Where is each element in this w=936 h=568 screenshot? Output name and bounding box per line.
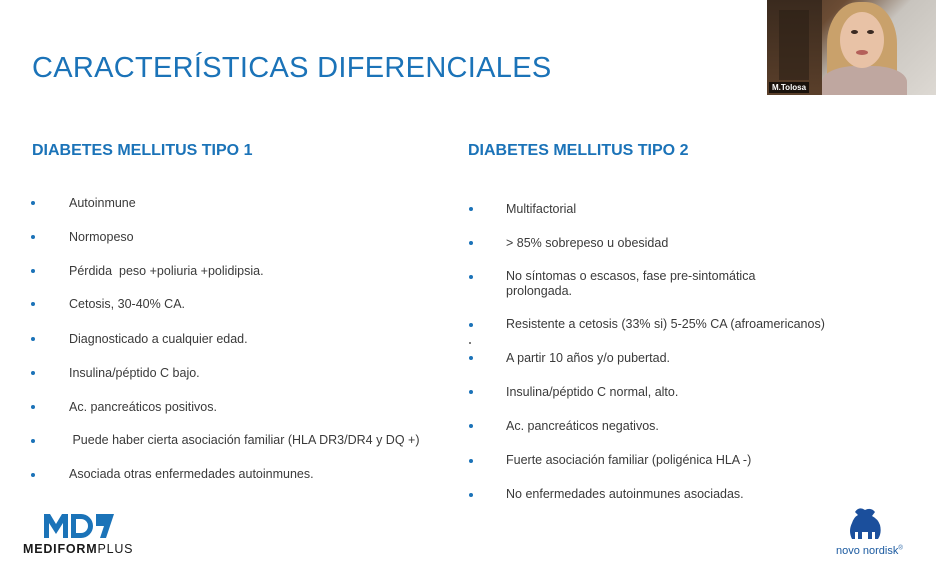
participant-face bbox=[840, 12, 884, 68]
bullet-dot bbox=[31, 337, 35, 341]
novo-nordisk-wordmark bbox=[836, 545, 903, 557]
bullet-dot bbox=[31, 473, 35, 477]
mediformplus-wordmark bbox=[23, 542, 133, 556]
list-item: Diagnosticado a cualquier edad. bbox=[69, 332, 248, 346]
list-item: Insulina/péptido C normal, alto. bbox=[506, 385, 679, 399]
list-item: Fuerte asociación familiar (poligénica HLA -) bbox=[506, 453, 752, 467]
bullet-dot bbox=[469, 356, 473, 360]
bullet-dot bbox=[469, 424, 473, 428]
list-item: Puede haber cierta asociación familiar (HLA DR3/DR4 y DQ +) bbox=[69, 433, 420, 447]
list-item: Asociada otras enfermedades autoinmunes. bbox=[69, 467, 314, 481]
novo-nordisk-bull-icon bbox=[845, 506, 889, 546]
stray-mark bbox=[469, 342, 471, 344]
list-item: Multifactorial bbox=[506, 202, 577, 216]
list-item: No enfermedades autoinmunes asociadas. bbox=[506, 487, 744, 501]
list-item: Pérdida peso +poliuria +polidipsia. bbox=[69, 264, 264, 278]
bullet-dot bbox=[469, 241, 473, 245]
slide-title: CARACTERÍSTICAS DIFERENCIALES bbox=[32, 52, 552, 84]
brand-name: novo nordisk bbox=[836, 545, 899, 557]
brand-bold: MEDIFORM bbox=[23, 542, 98, 556]
participant-body bbox=[822, 66, 907, 95]
list-item: Ac. pancreáticos negativos. bbox=[506, 419, 659, 433]
list-item: > 85% sobrepeso u obesidad bbox=[506, 236, 669, 250]
list-item: A partir 10 años y/o pubertad. bbox=[506, 351, 670, 365]
list-item: Resistente a cetosis (33% si) 5-25% CA (afroamericanos) bbox=[506, 317, 825, 331]
bullet-dot bbox=[469, 493, 473, 497]
bullet-dot bbox=[31, 201, 35, 205]
participant-eye bbox=[867, 30, 874, 34]
brand-light: PLUS bbox=[97, 542, 134, 556]
participant-name-label: M.Tolosa bbox=[769, 82, 809, 93]
list-item: Normopeso bbox=[69, 230, 134, 244]
bullet-dot bbox=[469, 207, 473, 211]
bullet-dot bbox=[469, 275, 473, 279]
list-item: No síntomas o escasos, fase pre-sintomática bbox=[506, 269, 756, 283]
participant-mouth bbox=[856, 50, 868, 55]
list-item: Insulina/péptido C bajo. bbox=[69, 366, 200, 380]
registered-mark: ® bbox=[898, 545, 903, 552]
list-item: Autoinmune bbox=[69, 196, 136, 210]
list-item: Ac. pancreáticos positivos. bbox=[69, 400, 217, 414]
list-item-continuation: prolongada. bbox=[506, 284, 573, 298]
list-item: Cetosis, 30-40% CA. bbox=[69, 297, 186, 311]
bullet-dot bbox=[469, 390, 473, 394]
bullet-dot bbox=[31, 235, 35, 239]
participant-video-tile[interactable] bbox=[767, 0, 936, 95]
mediformplus-logo-icon bbox=[44, 514, 114, 538]
left-column-heading: DIABETES MELLITUS TIPO 1 bbox=[32, 142, 253, 159]
background-shelf-detail bbox=[779, 10, 809, 80]
bullet-dot bbox=[469, 459, 473, 463]
bullet-dot bbox=[469, 323, 473, 327]
bullet-dot bbox=[31, 371, 35, 375]
bullet-dot bbox=[31, 302, 35, 306]
bullet-dot bbox=[31, 405, 35, 409]
bullet-dot bbox=[31, 269, 35, 273]
bullet-dot bbox=[31, 439, 35, 443]
participant-eye bbox=[851, 30, 858, 34]
right-column-heading: DIABETES MELLITUS TIPO 2 bbox=[468, 142, 689, 159]
